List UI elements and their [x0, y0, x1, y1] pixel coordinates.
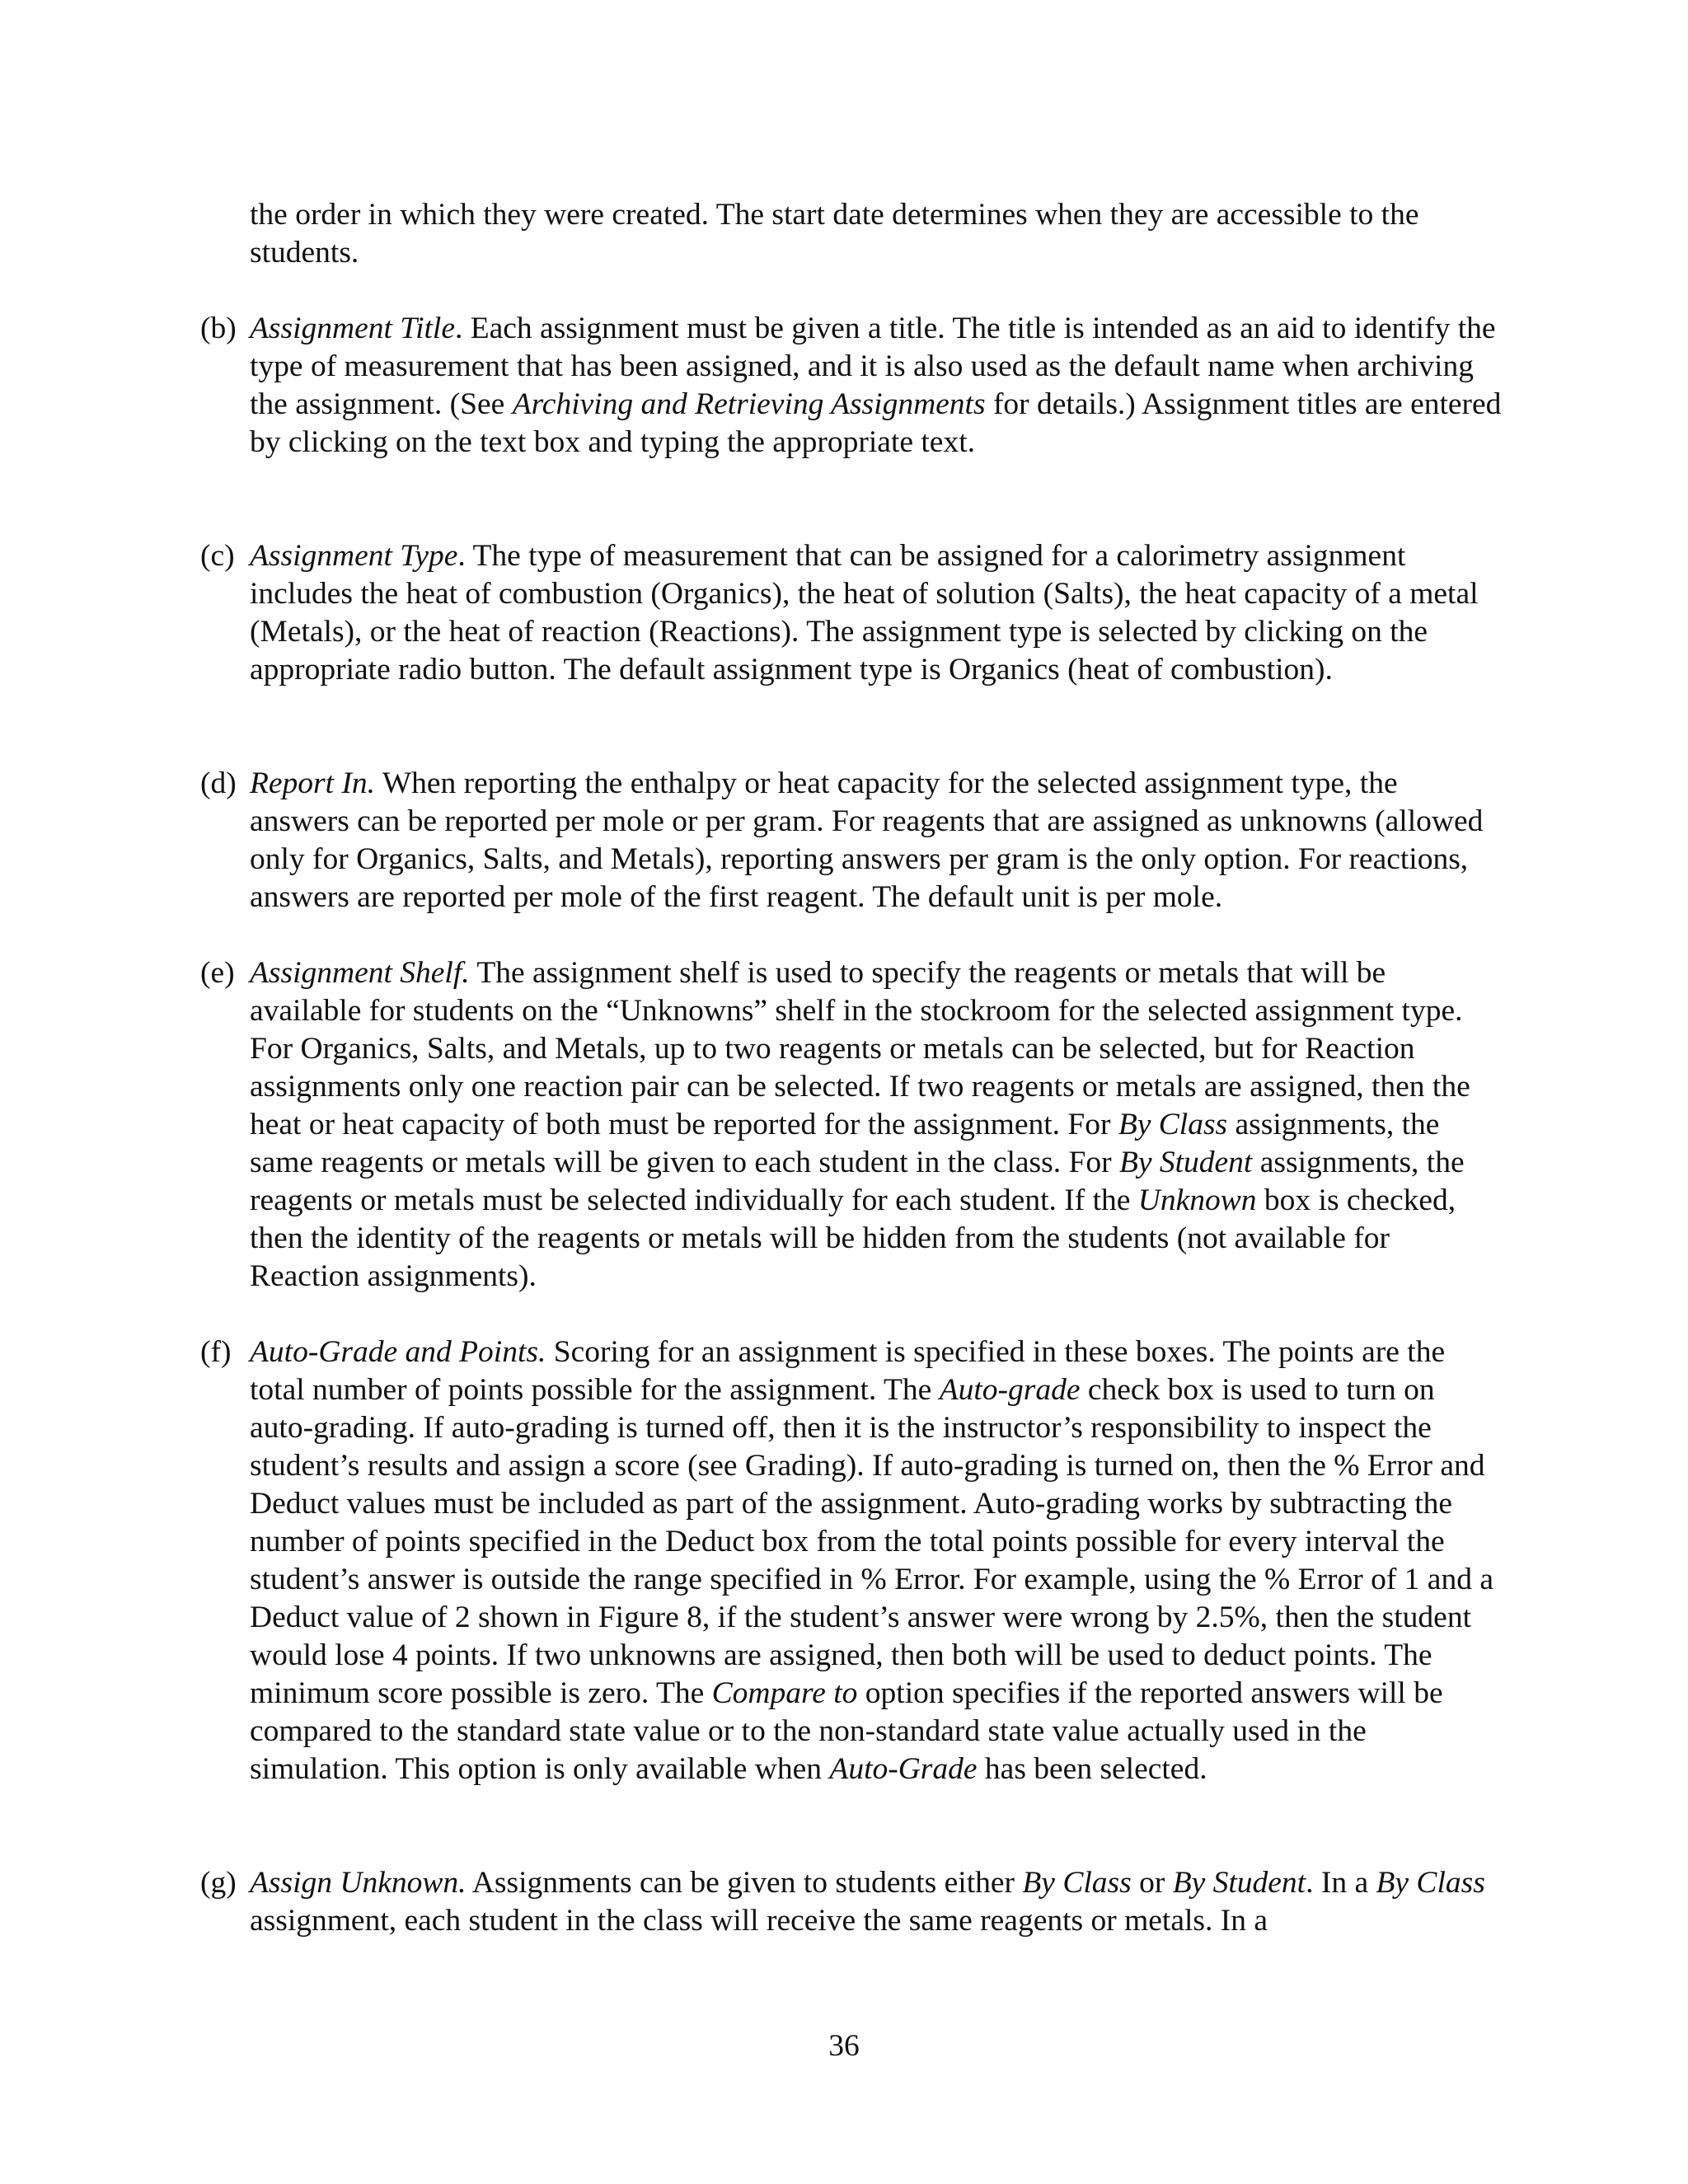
italic-term: Compare to — [711, 1676, 858, 1710]
italic-term: Archiving and Retrieving Assignments — [512, 387, 986, 421]
italic-term: By Class — [1376, 1866, 1485, 1900]
continuation-paragraph: the order in which they were created. The start date determines when they are accessible to the students. — [250, 198, 1419, 269]
list-item-text — [250, 310, 1503, 462]
list-item-f — [200, 1333, 1503, 1788]
italic-term: Auto-grade — [939, 1373, 1081, 1407]
list-marker: (f) — [200, 1335, 232, 1369]
list-item-c — [200, 537, 1503, 689]
text-run: The assignment shelf is used to specify the reagents or metals that will be available for students on the “Unknowns” shelf in the stockroom for the selected assignment type. For Organics, Salts, and Metals, up to two reagents or metals can be selected, but for Reaction assignments only one reaction pair can be selected. If two reagents or metals are assigned, then the heat or heat capacity of both must be reported for the assignment. For — [250, 956, 1470, 1141]
text-run: for details.) Assignment titles are entered by clicking on the text box and typing the appropriate text. — [250, 387, 1502, 459]
page-number: 36 — [828, 2029, 860, 2063]
list-marker: (e) — [200, 956, 235, 990]
text-run: option specifies if the reported answers will be compared to the standard state value or to the non-standard state value actually used in the simulation. This option is only available when — [250, 1676, 1443, 1786]
list-item-text — [250, 1864, 1503, 1940]
italic-term: Assign Unknown. — [250, 1866, 467, 1900]
list-item-d — [200, 765, 1503, 916]
text-run: . In a — [1306, 1866, 1376, 1900]
text-run: assignments, the same reagents or metals will be given to each student in the class. For — [250, 1108, 1440, 1179]
italic-term: Assignment Shelf. — [250, 956, 470, 990]
italic-term: By Student — [1118, 1146, 1253, 1179]
italic-term: By Class — [1022, 1866, 1132, 1900]
text-run: Assignments can be given to students either — [466, 1866, 1023, 1900]
list-item-text — [250, 1333, 1503, 1788]
list-item-e — [200, 954, 1503, 1296]
text-run: assignments, the reagents or metals must be selected individually for each student. If the — [250, 1146, 1465, 1217]
list-marker: (d) — [200, 766, 237, 800]
italic-term: Report In. — [250, 766, 376, 800]
text-run: or — [1131, 1866, 1173, 1900]
list-marker: (b) — [200, 312, 237, 345]
text-run: assignment, each student in the class will receive the same reagents or metals. In a — [250, 1904, 1268, 1938]
list-marker: (g) — [200, 1866, 237, 1900]
list-marker: (c) — [200, 539, 235, 573]
list-item-b — [200, 310, 1503, 462]
text-run: . The type of measurement that can be assigned for a calorimetry assignment includes the heat of combustion (Organics), the heat of solution (Salts), the heat capacity of a metal (Metals), or the heat of reaction (Reactions). The assignment type is selected by clicking on the appropriate radio button. The default assignment type is Organics (heat of combustion). — [250, 539, 1479, 687]
list-item-text — [250, 765, 1503, 916]
italic-term: By Student — [1172, 1866, 1306, 1900]
text-run: . Each assignment must be given a title. The title is intended as an aid to identify the type of measurement that has been assigned, and it is also used as the default name when archiving the assignment. (See — [250, 312, 1496, 421]
italic-term: Assignment Type — [250, 539, 458, 573]
text-run: check box is used to turn on auto-grading. If auto-grading is turned off, then it is the instructor’s responsibility to inspect the student’s results and assign a score (see Grading). If auto-grading is turned on, then the % Error and Deduct values must be included as part of the assignment. Auto-grading works by subtracting the number of points specified in the Deduct box from the total points possible for every interval the student’s answer is outside the range specified in % Error. For example, using the % Error of 1 and a Deduct value of 2 shown in Figure 8, if the student’s answer were wrong by 2.5%, then the student would lose 4 points. If two unknowns are assigned, then both will be used to deduct points. The minimum score possible is zero. The — [250, 1373, 1493, 1710]
text-run: box is checked, then the identity of the reagents or metals will be hidden from the students (not available for Reaction assignments). — [250, 1183, 1456, 1293]
text-run: has been selected. — [977, 1752, 1207, 1786]
italic-term: Auto-Grade — [829, 1752, 978, 1786]
italic-term: Unknown — [1137, 1183, 1257, 1217]
italic-term: By Class — [1118, 1108, 1228, 1141]
list-item-text — [250, 954, 1503, 1296]
text-run: When reporting the enthalpy or heat capacity for the selected assignment type, the answers can be reported per mole or per gram. For reagents that are assigned as unknowns (allowed only for Organics, Salts, and Metals), reporting answers per gram is the only option. For reactions, answers are reported per mole of the first reagent. The default unit is per mole. — [250, 766, 1484, 914]
italic-term: Assignment Title — [250, 312, 455, 345]
list-item-text — [250, 537, 1503, 689]
italic-term: Auto-Grade and Points. — [250, 1335, 546, 1369]
text-run: Scoring for an assignment is specified in these boxes. The points are the total number of points possible for the assignment. The — [250, 1335, 1446, 1407]
list-item-g — [200, 1864, 1503, 1940]
